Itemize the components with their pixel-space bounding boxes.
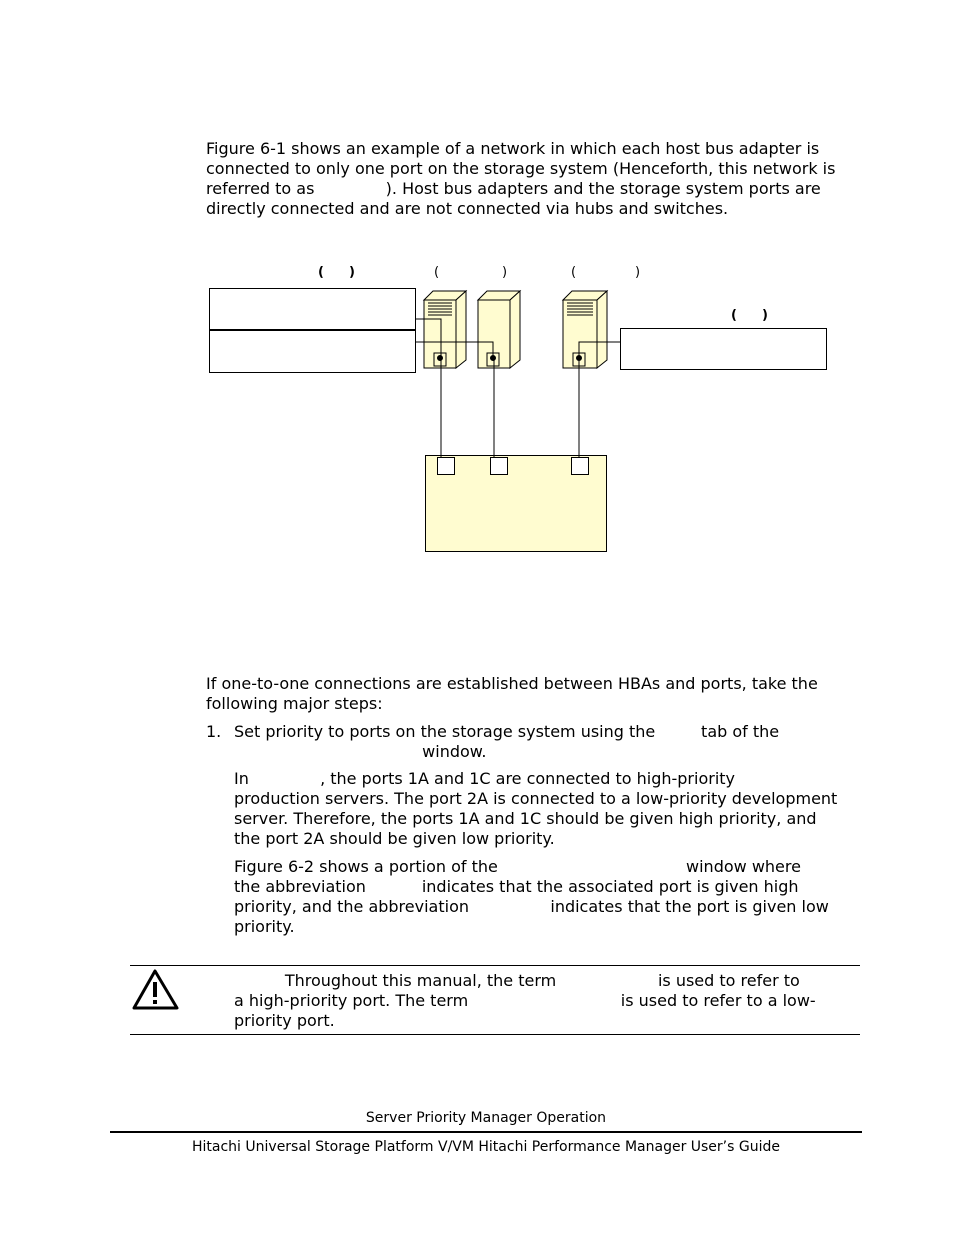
server-tower-icon (563, 291, 607, 368)
step-1-line-1: Set priority to ports on the storage system using the tab of the (234, 722, 780, 741)
label-paren-open: ( (731, 308, 737, 323)
label-paren-close: ) (635, 265, 641, 280)
step-1-para3-line-1: Figure 6-2 shows a portion of the window where (234, 857, 801, 876)
step-1-line-2: window. (234, 742, 487, 761)
intro-line-4: directly connected and are not connected via hubs and switches. (206, 199, 729, 218)
label-paren-open: ( (434, 265, 440, 280)
steps-intro-line-2: following major steps: (206, 694, 383, 713)
note-line-3: priority port. (234, 1011, 335, 1030)
step-1-para3-line-4: priority. (234, 917, 295, 936)
step-1-para3-line-2: the abbreviation indicates that the associated port is given high (234, 877, 799, 896)
label-paren-open: ( (571, 265, 577, 280)
footer-rule (110, 1131, 862, 1133)
step-1-para3-line-3: priority, and the abbreviation indicates that the port is given low (234, 897, 829, 916)
footer-section-title: Server Priority Manager Operation (365, 1110, 607, 1126)
server-tower-icon (478, 291, 520, 368)
note-top-rule (130, 965, 860, 966)
intro-line-1: Figure 6-1 shows an example of a network in which each host bus adapter is (206, 139, 820, 158)
diagram-graphics (0, 0, 954, 600)
footer-guide-title: Hitachi Universal Storage Platform V/VM Hitachi Performance Manager User’s Guide (192, 1139, 780, 1155)
step-1-para2-line-1: In , the ports 1A and 1C are connected to high-priority (234, 769, 735, 788)
label-paren-close: ) (349, 265, 355, 280)
steps-intro-line-1: If one-to-one connections are established between HBAs and ports, take the (206, 674, 818, 693)
intro-line-3: referred to as ). Host bus adapters and the storage system ports are (206, 179, 821, 198)
label-paren-close: ) (762, 308, 768, 323)
label-paren-close: ) (502, 265, 508, 280)
step-1-para2-line-3: server. Therefore, the ports 1A and 1C should be given high priority, and (234, 809, 817, 828)
warning-icon (132, 968, 180, 1012)
intro-line-2: connected to only one port on the storage system (Henceforth, this network is (206, 159, 836, 178)
step-number: 1. (206, 722, 222, 741)
note-line-1: Throughout this manual, the term is used to refer to (234, 971, 800, 990)
server-tower-icon (424, 291, 466, 368)
step-1-para2-line-4: the port 2A should be given low priority. (234, 829, 555, 848)
note-bottom-rule (130, 1034, 860, 1035)
step-1-para2-line-2: production servers. The port 2A is connected to a low-priority development (234, 789, 838, 808)
label-paren-open: ( (318, 265, 324, 280)
note-line-2: a high-priority port. The term is used to refer to a low- (234, 991, 816, 1010)
